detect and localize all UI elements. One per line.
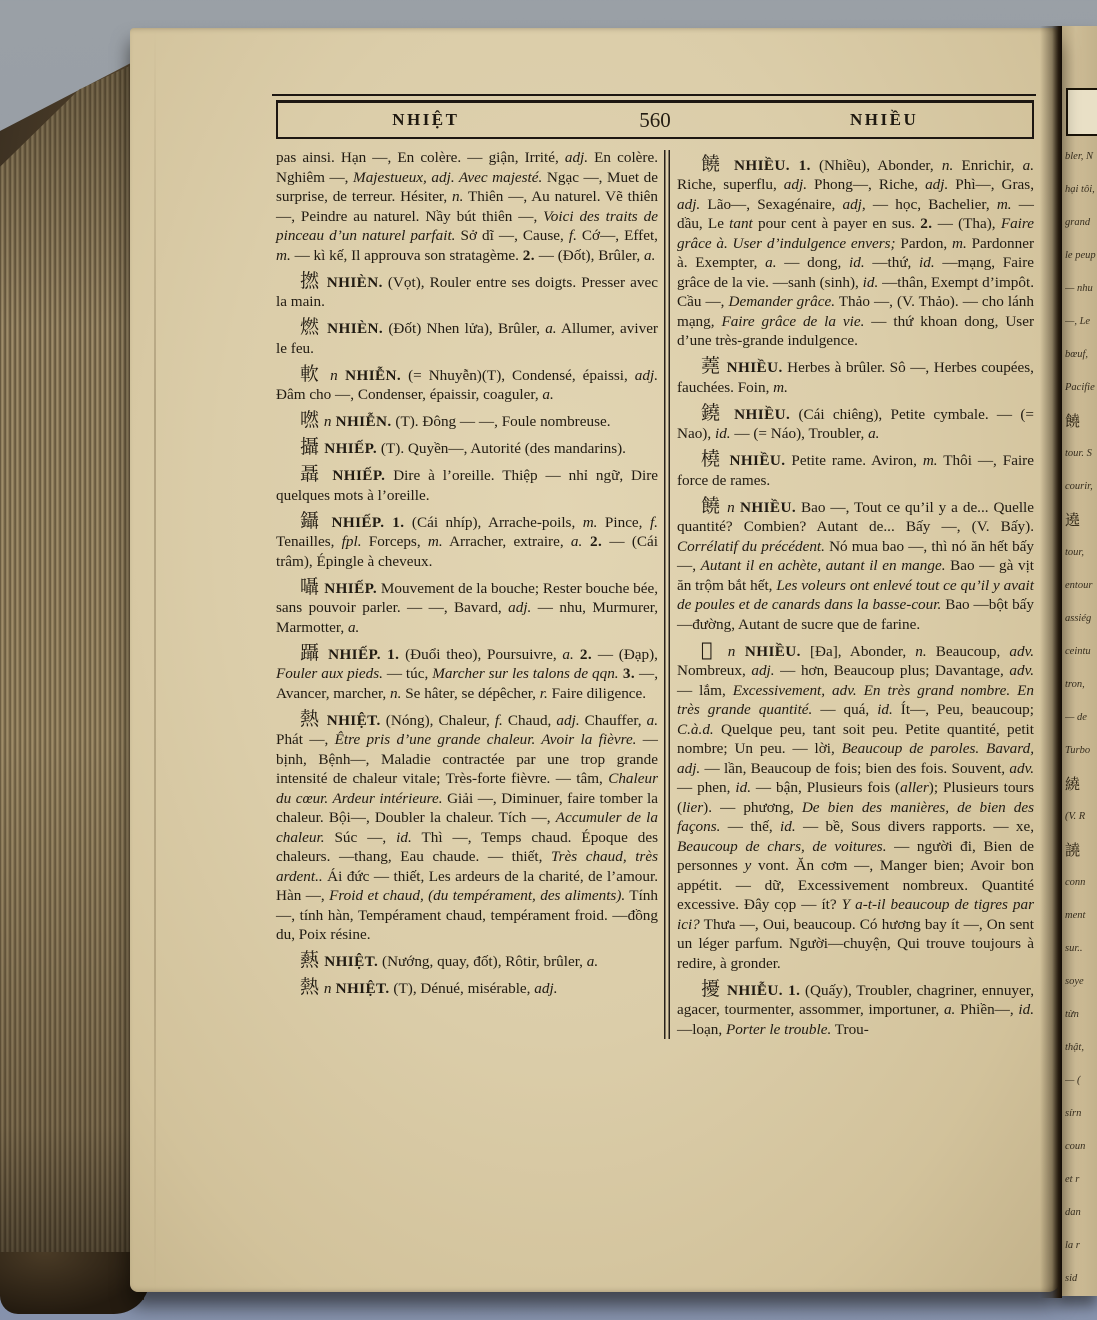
text-segment: Excessivement, adv. En très grand nombre. En très grande quantité. bbox=[677, 681, 1034, 718]
text-segment: 3. bbox=[618, 665, 636, 682]
text-segment: n bbox=[323, 366, 338, 384]
page-header bbox=[276, 100, 1034, 139]
edge-text-fragment: conn bbox=[1065, 877, 1086, 888]
text-segment: adj. bbox=[534, 980, 558, 997]
cjk-headword-glyph: 熱 bbox=[300, 707, 322, 730]
edge-text-fragment: sur.. bbox=[1065, 943, 1083, 954]
text-segment: Les voleurs ont enlevé tout ce qu’il y avait de poules et de canards dans la basse-cour. bbox=[677, 576, 1034, 613]
next-page-edge bbox=[1058, 26, 1097, 1296]
cjk-headword-glyph: 𡗊 bbox=[701, 638, 719, 661]
text-segment: a. bbox=[570, 533, 583, 550]
text-segment: NHIỆT. bbox=[331, 980, 390, 997]
text-segment: Trou- bbox=[831, 1020, 869, 1038]
edge-text-fragment: tron, bbox=[1065, 679, 1085, 690]
text-segment: NHIẾP. bbox=[320, 440, 378, 457]
text-segment: Majestueux, adj. Avec majesté. bbox=[353, 168, 543, 186]
text-segment: NHIẾP. 1. bbox=[321, 645, 400, 663]
edge-text-fragment: courir, bbox=[1065, 481, 1093, 492]
entry-nhieu-cymbale bbox=[677, 401, 1034, 444]
column-divider bbox=[664, 150, 670, 1039]
text-segment: — học, Bachelier, bbox=[865, 195, 997, 213]
continuation-nhien bbox=[276, 148, 658, 265]
text-segment: Chaleur du cœur. Ardeur intérieure. bbox=[276, 770, 658, 807]
text-segment: m. bbox=[427, 533, 443, 550]
text-segment: — lắm, bbox=[677, 681, 733, 699]
header-right-word: NHIỀU bbox=[850, 110, 919, 129]
text-segment: Thảo —, (V. Thảo). — cho lánh mạng, bbox=[677, 293, 1034, 330]
text-segment: Herbes à brûler. Sô —, Herbes coupées, fauchées. Foin, bbox=[677, 359, 1034, 396]
text-segment: Thưa —, Oui, beaucoup. Có hương bay ít —, On sent un léger parfum. Người—chuyện, Qui trouve toujours à redire, à gronder. bbox=[677, 915, 1034, 972]
text-segment: adj. bbox=[751, 662, 775, 679]
edge-text-fragment: bœuf, bbox=[1065, 349, 1089, 360]
text-segment: Fouler aux pieds. bbox=[276, 665, 383, 682]
text-segment: Phì—, Gras, bbox=[948, 176, 1035, 193]
entry-nhiet-denue bbox=[276, 978, 658, 999]
entry-nhieu-herbes bbox=[677, 357, 1034, 397]
text-segment: — (Đạp), bbox=[592, 645, 658, 663]
text-segment: — thứ khoan dong, User d’une très-grande indulgence. bbox=[677, 312, 1035, 349]
edge-text-fragment: Turbo bbox=[1065, 745, 1091, 756]
edge-text-fragment: assiég bbox=[1065, 613, 1092, 624]
text-segment: aller bbox=[900, 779, 929, 796]
text-segment: (Vọt), Rouler entre ses doigts. Presser avec la main. bbox=[276, 273, 658, 310]
cjk-headword-glyph: 燃 bbox=[300, 316, 322, 338]
entry-nhieu-troubler bbox=[677, 977, 1035, 1040]
cjk-headword-glyph: 軟 bbox=[300, 362, 324, 385]
text-segment: (Nóng), Chaleur, bbox=[380, 711, 495, 729]
edge-text-fragment: ment bbox=[1065, 910, 1086, 921]
text-segment: adj. bbox=[677, 195, 701, 213]
edge-text-fragment: sid bbox=[1065, 1273, 1078, 1284]
edge-text-fragment: — de bbox=[1065, 712, 1087, 723]
text-segment: m. bbox=[922, 452, 938, 469]
edge-text-fragment: bler, N bbox=[1065, 151, 1094, 162]
text-segment: Tính—, tính hàn, Tempérament chaud, tempérament froid. —đồng du, Poix résine. bbox=[276, 887, 658, 943]
text-segment: NHIỄN. bbox=[331, 413, 392, 430]
text-segment: id. bbox=[714, 425, 731, 442]
cjk-headword-glyph: 躡 bbox=[300, 641, 322, 664]
text-segment: Bao — gà vịt ăn trộm bắt hết, bbox=[677, 557, 1035, 594]
text-segment: — bận, Plusieurs fois ( bbox=[751, 779, 901, 796]
text-segment: NHIỆT. bbox=[321, 711, 381, 729]
text-segment: —thứ, bbox=[864, 254, 920, 271]
text-segment: n. bbox=[390, 684, 402, 702]
text-segment: (T). Quyền—, Autorité (des mandarins). bbox=[377, 440, 626, 457]
text-segment: a. bbox=[562, 645, 574, 663]
next-page-header-box bbox=[1066, 88, 1097, 136]
text-segment: Đâm cho —, Condenser, épaissir, coaguler, bbox=[276, 386, 543, 403]
next-page-fragments bbox=[1065, 144, 1097, 1299]
text-segment: m. bbox=[582, 513, 598, 531]
cjk-headword-glyph: 爇 bbox=[300, 949, 321, 971]
text-segment: m. bbox=[276, 246, 291, 264]
text-segment: — (Cái trâm), Épingle à cheveux. bbox=[276, 533, 658, 570]
text-segment: adj. bbox=[783, 176, 808, 193]
text-segment: adj, bbox=[842, 195, 866, 213]
entry-nhiet-chaleur bbox=[276, 707, 659, 945]
text-segment: Ngạc —, Muet de surprise, de terreur. Hésiter, bbox=[276, 168, 658, 205]
text-segment: (Cái nhíp), Arrache-poils, bbox=[404, 513, 583, 531]
text-segment: — (Đốt), Brûler, bbox=[534, 246, 644, 264]
edge-text-fragment: — nhu bbox=[1065, 283, 1093, 294]
text-segment: (T). Đông — —, Foule nombreuse. bbox=[391, 413, 611, 430]
text-segment: Mouvement de la bouche; Rester bouche bée, sans pouvoir parler. — —, Bavard, bbox=[276, 579, 658, 616]
edge-text-fragment: grand bbox=[1065, 217, 1091, 228]
edge-text-fragment: entour bbox=[1065, 580, 1093, 591]
text-segment: Pince, bbox=[597, 513, 650, 531]
text-segment: — dầu, Le bbox=[677, 195, 1034, 232]
text-segment: Quelque peu, tant soit peu. Petite quantité, petit nombre; Un peu. — lời, bbox=[677, 720, 1034, 757]
text-segment: id. bbox=[735, 779, 751, 796]
text-segment: adj. bbox=[564, 149, 589, 166]
edge-text-fragment: ceintu bbox=[1065, 646, 1091, 657]
text-segment: — quá, bbox=[812, 701, 878, 718]
edge-cjk-fragment: 譊 bbox=[1065, 841, 1081, 859]
text-segment: a. bbox=[943, 1001, 956, 1018]
text-columns bbox=[276, 148, 1034, 1039]
edge-text-fragment: từn bbox=[1065, 1009, 1079, 1020]
text-segment: Pardonner à. Exempter, bbox=[677, 234, 1035, 271]
text-segment: Phong—, Riche, bbox=[807, 176, 926, 193]
edge-text-fragment: —, Le bbox=[1065, 316, 1091, 327]
text-segment: NHIỄU. 1. bbox=[721, 981, 801, 999]
text-segment: (Cái chiêng), Petite cymbale. — (= Nao), bbox=[677, 405, 1034, 442]
text-segment: 2. bbox=[582, 533, 603, 550]
cjk-headword-glyph: 鑷 bbox=[300, 509, 324, 532]
entry-nhien-foule bbox=[276, 411, 658, 432]
text-segment: adj. bbox=[556, 711, 580, 729]
text-segment: Demander grâce. bbox=[728, 293, 836, 310]
text-segment: — hơn, Beaucoup plus; Davantage, bbox=[774, 662, 1010, 679]
text-segment: 2. bbox=[920, 215, 933, 232]
text-segment: id. bbox=[919, 254, 935, 271]
text-segment: NHIỀU. bbox=[735, 642, 801, 660]
text-segment: (Đuổi theo), Poursuivre, bbox=[399, 645, 563, 663]
entry-nhiep-pince bbox=[276, 509, 658, 572]
dictionary-page bbox=[130, 28, 1060, 1292]
text-segment: En colère. Nghiêm —, bbox=[276, 149, 658, 186]
text-segment: Autant il en achète, autant il en mange. bbox=[700, 557, 946, 574]
text-segment: a. bbox=[1022, 156, 1034, 174]
edge-cjk-fragment: 遶 bbox=[1065, 511, 1081, 529]
text-segment: adj. bbox=[508, 599, 532, 616]
entry-nhieu-abonder bbox=[677, 152, 1035, 351]
header-left-word: NHIỆT bbox=[392, 110, 460, 129]
text-segment: NHIỄN. bbox=[337, 366, 402, 384]
text-segment: y bbox=[744, 857, 752, 874]
text-segment: n. bbox=[941, 156, 954, 174]
text-segment: Faire grâce de la vie. bbox=[721, 312, 865, 330]
text-segment: Nó mua bao —, thì nó ăn hết bấy —, bbox=[677, 537, 1034, 574]
text-segment: NHIÈN. bbox=[321, 273, 383, 291]
text-segment: Chaud, bbox=[502, 711, 557, 729]
gutter-shadow bbox=[1040, 26, 1062, 1298]
text-segment: — kì kế, Il approuva son stratagème. bbox=[290, 246, 523, 264]
text-segment: Ít—, Peu, beaucoup; bbox=[892, 701, 1034, 718]
text-segment: C.à.d. bbox=[677, 720, 714, 738]
cjk-headword-glyph: 攝 bbox=[300, 436, 321, 458]
text-segment: Bao —, Tout ce qu’il y a de... Quelle quantité? Combien? Autant de... Bấy —, (V. Bấy). bbox=[677, 498, 1034, 535]
text-segment: Être pris d’une grande chaleur. Avoir la fièvre. bbox=[334, 731, 637, 748]
text-segment: a. bbox=[765, 254, 777, 271]
edge-text-fragment: coun bbox=[1065, 1141, 1086, 1152]
text-segment: — (= Náo), Troubler, bbox=[730, 425, 869, 442]
text-segment: Tenailles, bbox=[276, 533, 342, 550]
text-segment: Faire grâce à. User d’indulgence envers; bbox=[677, 215, 1034, 252]
text-segment: —thân, Exempt d’impôt. Cầu —, bbox=[677, 273, 1034, 310]
text-segment: NHIỀU. bbox=[723, 452, 786, 469]
entry-nhien-condense bbox=[276, 362, 659, 405]
text-segment: — người đi, Bien de personnes bbox=[677, 837, 1034, 874]
text-segment: vont. Ăn cơm —, Manger bien; Avoir bon appétit. — dữ, Excessivement nombreux. Quantité excessive. Đây cọp — ít? bbox=[677, 857, 1034, 913]
text-segment: — bề, Sous divers rapports. — xe, bbox=[795, 818, 1034, 835]
text-segment: 2. bbox=[522, 246, 535, 264]
text-segment: Arracher, extraire, bbox=[442, 533, 571, 550]
cjk-headword-glyph: 聶 bbox=[300, 463, 325, 485]
edge-cjk-fragment: 饒 bbox=[1065, 412, 1081, 430]
text-segment: n. bbox=[452, 188, 464, 205]
text-segment: f. bbox=[494, 711, 503, 729]
left-column bbox=[276, 148, 658, 1039]
text-segment: —, Avancer, marcher, bbox=[276, 665, 658, 702]
text-segment: NHIỀU. bbox=[734, 498, 797, 516]
text-segment: a. bbox=[646, 711, 658, 729]
text-segment: Voici des traits de pinceau d’un naturel parfait. bbox=[276, 207, 658, 244]
text-segment: — nhu, Murmurer, Marmotter, bbox=[276, 599, 658, 636]
text-segment: Phát —, bbox=[276, 731, 335, 748]
text-segment: f. bbox=[568, 227, 577, 244]
edge-text-fragment: Pacifie bbox=[1065, 382, 1095, 393]
edge-text-fragment: — ( bbox=[1065, 1075, 1081, 1086]
entry-nhien-rouler bbox=[276, 269, 658, 312]
text-segment: NHIỀU. 1. bbox=[725, 156, 811, 174]
text-segment: Lão—, Sexagénaire, bbox=[700, 195, 843, 213]
entry-nhien-bruler bbox=[276, 318, 658, 358]
entry-nhiet-rotir bbox=[276, 951, 658, 972]
text-segment: pas ainsi. Hạn —, En colère. — giận, Irrité, bbox=[276, 149, 565, 166]
text-segment: NHIẾP. bbox=[320, 579, 378, 597]
text-segment: — túc, bbox=[382, 665, 433, 682]
text-segment: a. bbox=[347, 618, 360, 636]
text-segment: n bbox=[320, 413, 332, 430]
text-segment: n. bbox=[915, 642, 927, 660]
text-segment: adv. bbox=[1009, 642, 1034, 660]
text-segment: Forceps, bbox=[361, 533, 428, 550]
cjk-headword-glyph: 蕘 bbox=[701, 355, 722, 377]
text-segment: Phiền—, bbox=[955, 1001, 1019, 1018]
edge-text-fragment: dan bbox=[1065, 1207, 1081, 1218]
text-segment: (Nhiều), Abonder, bbox=[810, 156, 942, 174]
text-segment: tant bbox=[729, 215, 753, 232]
text-segment: m. bbox=[996, 195, 1012, 213]
entry-nhieu-beaucoup bbox=[677, 638, 1035, 974]
text-segment: Beaucoup de paroles. Bavard, adj. bbox=[677, 740, 1034, 777]
text-segment: Thôi —, Faire force de rames. bbox=[677, 452, 1034, 489]
cjk-headword-glyph: 鐃 bbox=[701, 401, 726, 424]
text-segment: r. bbox=[539, 684, 548, 702]
text-segment: ); Plusieurs tours ( bbox=[677, 779, 1034, 816]
text-segment: Porter le trouble. bbox=[725, 1020, 832, 1038]
text-segment: NHIẾP. bbox=[324, 467, 386, 484]
edge-text-fragment: hại tôi, bbox=[1065, 184, 1095, 195]
text-segment: — dong, bbox=[776, 254, 849, 271]
page-content bbox=[276, 100, 1034, 1039]
text-segment: —bịnh, Bệnh—, Maladie contractée par une trop grande intensité de chaleur vitale; Très-forte fièvre. — tâm, bbox=[276, 731, 658, 787]
page-number: 560 bbox=[639, 107, 671, 132]
edge-text-fragment: soye bbox=[1065, 976, 1084, 987]
cjk-headword-glyph: 擾 bbox=[701, 977, 722, 1000]
text-segment: a. bbox=[644, 246, 656, 264]
text-segment: Marcher sur les talons de qqn. bbox=[432, 665, 619, 682]
text-segment: Froid et chaud, (du tempérament, des aliments). bbox=[329, 887, 626, 904]
text-segment: Riche, superflu, bbox=[677, 176, 784, 193]
text-segment: — (Tha), bbox=[932, 215, 1001, 232]
text-segment: NHIÈN. bbox=[321, 320, 384, 337]
edge-cjk-fragment: 繞 bbox=[1065, 775, 1081, 793]
text-segment: — lần, Beaucoup de fois; bien des fois. Souvent, bbox=[700, 759, 1010, 777]
text-segment: Beaucoup de chars, de voitures. bbox=[677, 837, 887, 855]
text-segment: — phen, bbox=[677, 779, 736, 796]
text-segment: Súc —, bbox=[324, 828, 397, 846]
text-segment: Ái đức — thiết, Les ardeurs de la charité, de l’amour. Hàn —, bbox=[276, 867, 658, 904]
text-segment: Allumer, aviver le feu. bbox=[276, 320, 658, 357]
text-segment: (Đốt) Nhen lửa), Brûler, bbox=[383, 320, 546, 337]
text-segment: Nombreux, bbox=[677, 662, 752, 679]
entry-nhiep-poursuivre bbox=[276, 641, 658, 704]
text-segment: Pardon, bbox=[895, 234, 953, 252]
entry-nhieu-rame bbox=[677, 450, 1034, 490]
page-stack-fore-edge bbox=[0, 52, 144, 1300]
text-segment: Cớ—, Effet, bbox=[576, 227, 658, 244]
text-segment: Y a-t-il beaucoup de tigres par ici? bbox=[677, 896, 1035, 933]
text-segment: fpl. bbox=[341, 533, 362, 550]
text-segment: — thế, bbox=[720, 818, 781, 835]
text-segment: id. bbox=[877, 701, 893, 718]
text-segment: a. bbox=[545, 320, 557, 337]
text-segment: NHIỆT. bbox=[320, 953, 379, 970]
text-segment: Corrélatif du précédent. bbox=[677, 537, 825, 555]
text-segment: (Nướng, quay, đốt), Rôtir, brûler, bbox=[378, 953, 587, 970]
edge-text-fragment: thật, bbox=[1065, 1042, 1084, 1053]
text-segment: Accumuler de la chaleur. bbox=[276, 809, 658, 846]
text-segment: (Quấy), Troubler, chagriner, ennuyer, agacer, tourmenter, assommer, importuner, bbox=[677, 981, 1035, 1018]
edge-text-fragment: et r bbox=[1065, 1174, 1080, 1185]
text-segment: De bien des manières, de bien des façons. bbox=[677, 798, 1034, 835]
edge-text-fragment: tour, bbox=[1065, 547, 1084, 558]
text-segment: id. bbox=[862, 273, 879, 291]
text-segment: NHIỀU. bbox=[725, 405, 791, 423]
text-segment: Bao —bột bấy—đường, Autant de sucre que de farine. bbox=[677, 596, 1034, 633]
text-segment: —mạng, Faire grâce de la vie. —sanh (sinh), bbox=[677, 254, 1034, 291]
cjk-headword-glyph: 橈 bbox=[701, 448, 724, 470]
text-segment: a. bbox=[868, 425, 880, 442]
text-segment: ). — phương, bbox=[703, 798, 802, 816]
text-segment: adj. bbox=[634, 366, 659, 384]
text-segment: Beaucoup, bbox=[926, 642, 1010, 660]
text-segment: (T), Dénué, misérable, bbox=[389, 980, 535, 997]
cjk-headword-glyph: 饒 bbox=[701, 152, 726, 175]
text-segment: adv. bbox=[1009, 759, 1034, 777]
text-segment: Sở dĩ —, Cause, bbox=[455, 227, 569, 244]
text-segment: Giải —, Diminuer, faire tomber la chaleur. Bội—, Doubler la chaleur. Tích —, bbox=[276, 789, 658, 826]
edge-text-fragment: sírn bbox=[1065, 1108, 1082, 1119]
text-segment: (= Nhuyễn)(T), Condensé, épaissi, bbox=[401, 366, 635, 384]
cjk-headword-glyph: 饒 bbox=[701, 494, 723, 517]
entry-nhieu-bao bbox=[677, 494, 1035, 635]
text-segment: NHIẾP. 1. bbox=[323, 513, 405, 531]
entry-nhiep-bouche bbox=[276, 575, 658, 638]
edge-text-fragment: tour. S bbox=[1065, 448, 1092, 459]
cjk-headword-glyph: 嘫 bbox=[300, 409, 321, 431]
text-segment: id. bbox=[849, 254, 865, 271]
text-segment: id. bbox=[780, 818, 796, 835]
text-segment: a. bbox=[586, 953, 599, 970]
text-segment: Petite rame. Aviron, bbox=[785, 452, 923, 469]
text-segment: Faire diligence. bbox=[547, 684, 647, 702]
text-segment: Dire à l’oreille. Thiệp — nhỉ ngữ, Dire quelques mots à l’oreille. bbox=[276, 467, 658, 504]
text-segment: lier bbox=[682, 798, 704, 816]
text-segment: Enrichir, bbox=[953, 156, 1023, 174]
cjk-headword-glyph: 撚 bbox=[300, 269, 322, 292]
text-segment: adv. bbox=[1009, 662, 1034, 679]
text-segment: adj. bbox=[925, 176, 949, 193]
text-segment: m. bbox=[952, 234, 967, 252]
edge-text-fragment: (V. R bbox=[1065, 811, 1086, 822]
text-segment: id. bbox=[396, 828, 412, 846]
text-segment: NHIỀU. bbox=[721, 359, 783, 376]
cjk-headword-glyph: 熱 bbox=[300, 976, 321, 998]
right-column bbox=[677, 148, 1034, 1039]
entry-nhiep-autorite bbox=[276, 438, 658, 459]
text-segment: Très chaud, très ardent.. bbox=[276, 848, 658, 885]
text-segment: Chauffer, bbox=[579, 711, 647, 729]
text-segment: n bbox=[320, 980, 332, 997]
text-segment: n bbox=[722, 498, 735, 516]
book-bottom-corner bbox=[0, 1252, 150, 1314]
text-segment: 2. bbox=[573, 645, 593, 663]
text-segment: pour cent à payer en sus. bbox=[752, 215, 921, 232]
edge-text-fragment: la r bbox=[1065, 1240, 1080, 1251]
text-segment: Thì —, Temps chaud. Époque des chaleurs. —thang, Eau chaude. — thiết, bbox=[276, 828, 659, 865]
text-segment: a. bbox=[542, 386, 554, 403]
text-segment: [Đa], Abonder, bbox=[800, 642, 916, 660]
text-segment: n bbox=[718, 642, 736, 660]
text-segment: Se hâter, se dépêcher, bbox=[401, 684, 540, 702]
cjk-headword-glyph: 囁 bbox=[300, 575, 321, 598]
edge-text-fragment: le peup bbox=[1065, 250, 1096, 261]
text-segment: f. bbox=[649, 513, 658, 531]
text-segment: —loạn, bbox=[677, 1020, 726, 1038]
text-segment: Thiên —, Au naturel. Vẽ thiên —, Peindre au naturel. Nầy bút thiên —, bbox=[276, 188, 659, 225]
text-segment: m. bbox=[773, 378, 788, 396]
text-segment: id. bbox=[1018, 1001, 1034, 1018]
entry-nhiep-oreille bbox=[276, 465, 658, 505]
